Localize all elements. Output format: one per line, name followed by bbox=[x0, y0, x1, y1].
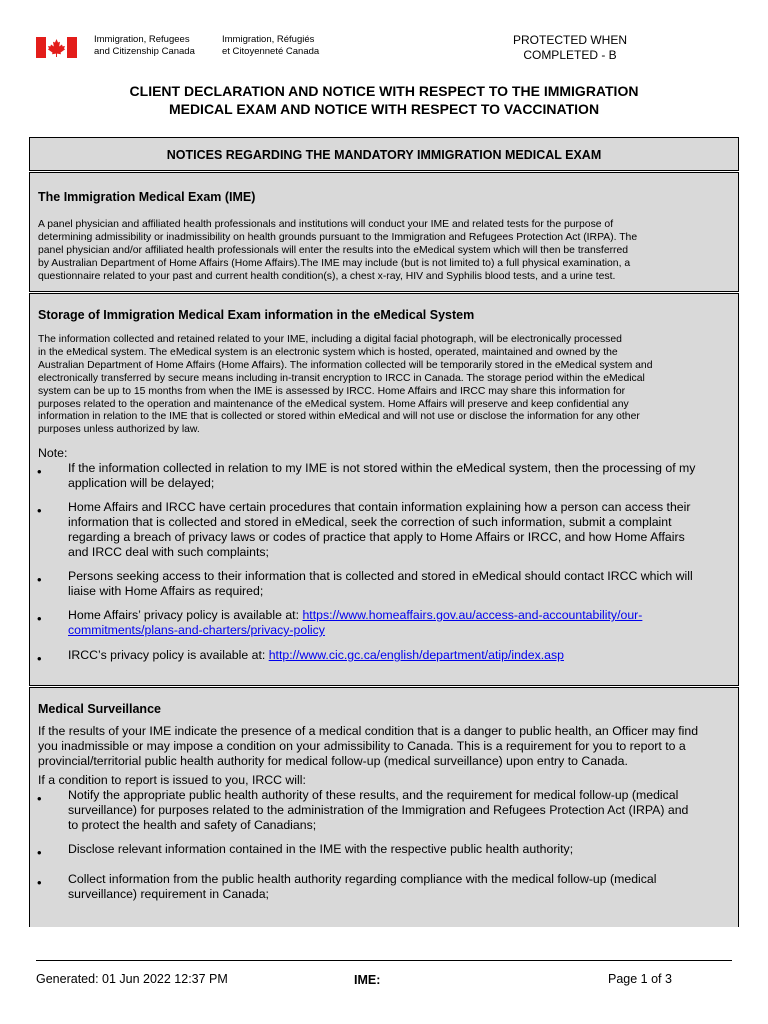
list-item bbox=[37, 461, 738, 491]
protected-line-2: COMPLETED - B bbox=[523, 48, 617, 62]
bullet-line bbox=[68, 648, 738, 663]
canada-flag-icon bbox=[36, 37, 77, 58]
ime-section-text bbox=[38, 219, 728, 284]
ime-section-title: The Immigration Medical Exam (IME) bbox=[38, 190, 256, 204]
dept-fr-line-2: et Citoyenneté Canada bbox=[222, 46, 320, 57]
list-item bbox=[37, 842, 738, 860]
bullet-line: information that is collected and stored in eMedical, seek the correction of such information, submit a complaint bbox=[68, 515, 672, 529]
text-line: Australian Department of Home Affairs (Home Affairs). The information collected will be temporarily stored in the eMedical system and bbox=[38, 359, 653, 371]
text-line: purposes unless authorized by law. bbox=[38, 424, 200, 436]
footer-divider bbox=[36, 960, 732, 961]
title-line-1: CLIENT DECLARATION AND NOTICE WITH RESPECT TO THE IMMIGRATION bbox=[129, 83, 639, 99]
list-item bbox=[37, 872, 738, 902]
text-line: provincial/territorial public health authority for medical follow-up (medical surveillance) upon entry to Canada. bbox=[38, 754, 628, 768]
dept-en-line-1: Immigration, Refugees bbox=[94, 34, 190, 45]
document-title bbox=[60, 82, 708, 118]
home-affairs-privacy-link-continued[interactable]: commitments/plans-and-charters/privacy-policy bbox=[68, 623, 325, 637]
bullet-line: surveillance) for purposes related to the administration of the Immigration and Refugees Protection Act (IRPA) and bbox=[68, 803, 689, 817]
text-line: If the results of your IME indicate the presence of a medical condition that is a danger to public health, an Officer may find bbox=[38, 724, 699, 738]
surveillance-section bbox=[29, 687, 739, 927]
dept-fr-line-1: Immigration, Réfugiés bbox=[222, 34, 315, 45]
bullet-icon: • bbox=[37, 572, 42, 587]
ime-label: IME: bbox=[354, 973, 381, 987]
bullet-icon: • bbox=[37, 791, 42, 806]
text-line: determining admissibility or inadmissibility on health grounds pursuant to the Immigration and Refugees Protection Act (IRPA). The bbox=[38, 231, 638, 243]
text-line: The information collected and retained related to your IME, including a digital facial photograph, will be electronically processed bbox=[38, 334, 622, 345]
list-item bbox=[37, 608, 738, 638]
notices-heading: NOTICES REGARDING THE MANDATORY IMMIGRATION MEDICAL EXAM bbox=[166, 148, 602, 162]
surveillance-intro: If a condition to report is issued to you, IRCC will: bbox=[38, 773, 306, 787]
bullet-line: Home Affairs and IRCC have certain procedures that contain information explaining how a person can access their bbox=[68, 500, 691, 514]
bullet-line: Persons seeking access to their information that is collected and stored in eMedical should contact IRCC which will bbox=[68, 569, 693, 583]
list-item bbox=[37, 648, 738, 666]
bullet-line bbox=[68, 623, 738, 638]
text-line: system can be up to 15 months from when the IME is assessed by IRCC. Home Affairs and IRCC may share this information for bbox=[38, 385, 626, 397]
storage-section bbox=[29, 293, 739, 686]
ime-section bbox=[29, 172, 739, 292]
ircc-privacy-label: IRCC’s privacy policy is available at: bbox=[68, 648, 266, 662]
bullet-icon: • bbox=[37, 611, 42, 626]
bullet-line: Notify the appropriate public health authority of these results, and the requirement for medical follow-up (medical bbox=[68, 788, 679, 802]
home-affairs-privacy-label: Home Affairs’ privacy policy is available at: bbox=[68, 608, 300, 622]
dept-en-line-2: and Citizenship Canada bbox=[94, 46, 195, 57]
bullet-line: application will be delayed; bbox=[68, 476, 215, 490]
protected-line-1: PROTECTED WHEN bbox=[513, 33, 627, 47]
text-line: electronically transferred by secure means including in-transit encryption to IRCC in Canada. The storage period within the eMedical bbox=[38, 372, 645, 384]
storage-section-text bbox=[38, 334, 728, 437]
bullet-line: If the information collected in relation to my IME is not stored within the eMedical system, then the processing of my bbox=[68, 461, 696, 475]
text-line: purposes related to the operation and maintenance of the eMedical system. Home Affairs will preserve and keep confidential any bbox=[38, 398, 629, 410]
surveillance-section-title: Medical Surveillance bbox=[38, 702, 161, 716]
text-line: panel physician and/or affiliated health professionals will enter the results into the eMedical system which will then be transferred bbox=[38, 244, 629, 256]
ircc-privacy-link[interactable]: http://www.cic.gc.ca/english/department/atip/index.asp bbox=[268, 648, 564, 662]
text-line: A panel physician and affiliated health professionals and institutions will conduct your IME and related tests for the purpose of bbox=[38, 219, 614, 230]
bullet-line: and IRCC deal with such complaints; bbox=[68, 545, 269, 559]
text-line: information in relation to the IME that is collected or stored within eMedical and will not use or disclose the information for any other bbox=[38, 411, 640, 423]
list-item bbox=[37, 500, 738, 560]
bullet-line: Collect information from the public health authority regarding compliance with the medical follow-up (medical bbox=[68, 872, 657, 886]
department-name-english bbox=[94, 34, 195, 58]
bullet-line: Disclose relevant information contained in the IME with the respective public health authority; bbox=[68, 842, 574, 856]
bullet-line: to protect the health and safety of Canadians; bbox=[68, 818, 317, 832]
text-line: by Australian Department of Home Affairs (Home Affairs).The IME may include (but is not limited to) a full physical examination, a bbox=[38, 257, 631, 269]
bullet-icon: • bbox=[37, 464, 42, 479]
department-name-french bbox=[222, 34, 319, 58]
bullet-line: regarding a breach of privacy laws or codes of practice that apply to Home Affairs or IRCC, and how Home Affairs bbox=[68, 530, 685, 544]
notices-heading-box bbox=[29, 137, 739, 171]
home-affairs-privacy-link[interactable]: https://www.homeaffairs.gov.au/access-and-accountability/our- bbox=[302, 608, 643, 622]
bullet-icon: • bbox=[37, 503, 42, 518]
title-line-2: MEDICAL EXAM AND NOTICE WITH RESPECT TO VACCINATION bbox=[168, 101, 600, 117]
bullet-icon: • bbox=[37, 845, 42, 860]
note-label: Note: bbox=[38, 446, 68, 460]
bullet-icon: • bbox=[37, 875, 42, 890]
list-item bbox=[37, 788, 738, 833]
generated-timestamp: Generated: 01 Jun 2022 12:37 PM bbox=[36, 972, 228, 986]
protected-status bbox=[510, 33, 630, 63]
list-item bbox=[37, 569, 738, 599]
bullet-line: surveillance) requirement in Canada; bbox=[68, 887, 269, 901]
text-line: you inadmissible or may impose a condition on your admissibility to Canada. This is a requirement for you to report to a bbox=[38, 739, 686, 753]
bullet-icon: • bbox=[37, 651, 42, 666]
storage-section-title: Storage of Immigration Medical Exam information in the eMedical System bbox=[38, 308, 475, 322]
page-number: Page 1 of 3 bbox=[608, 972, 672, 986]
text-line: questionnaire related to your past and current health condition(s), a chest x-ray, HIV and Syphilis blood tests, and a urine test. bbox=[38, 270, 616, 282]
surveillance-section-text bbox=[38, 724, 730, 769]
text-line: in the eMedical system. The eMedical system is an electronic system which is hosted, operated, maintained and owned by the bbox=[38, 346, 618, 358]
bullet-line bbox=[68, 608, 738, 623]
bullet-line: liaise with Home Affairs as required; bbox=[68, 584, 264, 598]
